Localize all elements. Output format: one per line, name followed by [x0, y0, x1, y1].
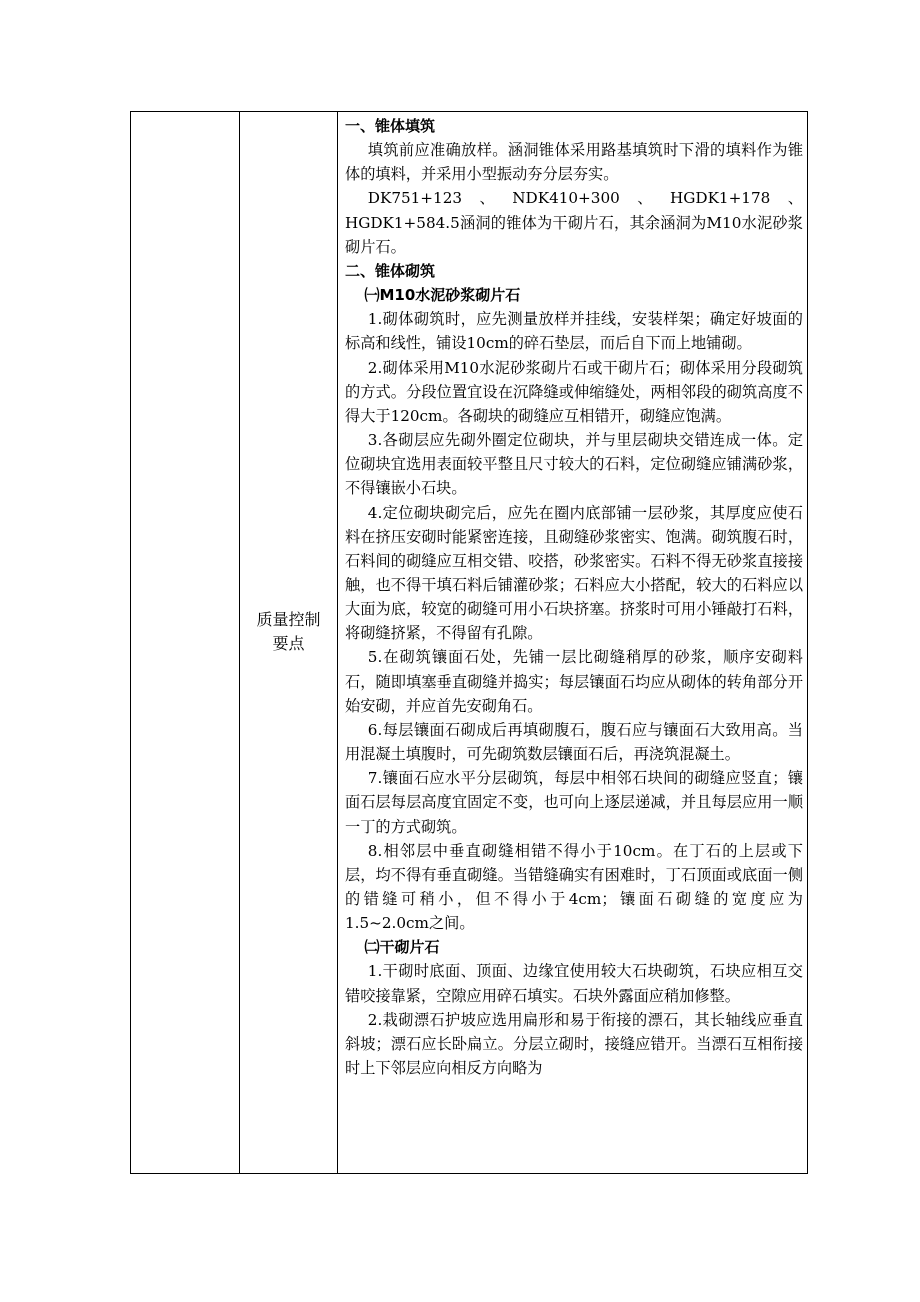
paragraph: 3.各砌层应先砌外圈定位砌块，并与里层砌块交错连成一体。定位砌块宜选用表面较平整且尺寸较大的石料，定位砌缝应铺满砂浆，不得镶嵌小石块。 [345, 431, 803, 498]
paragraph: 2.栽砌漂石护坡应选用扁形和易于衔接的漂石，其长轴线应垂直斜坡；漂石应长卧扁立。分层立砌时，接缝应错开。当漂石互相衔接时上下邻层应向相反方向略为 [345, 1010, 803, 1078]
paragraph: 填筑前应准确放样。涵洞锥体采用路基填筑时下滑的填料作为锥体的填料，并采用小型振动夯分层夯实。 [345, 141, 803, 184]
document-table [130, 111, 808, 1174]
paragraph: 6.每层镶面石砌成后再填砌腹石，腹石应与镶面石大致用高。当用混凝土填腹时，可先砌筑数层镶面石后，再浇筑混凝土。 [345, 720, 803, 764]
row-label-line: 质量控制 [256, 610, 321, 629]
subsection-heading: ㈠M10水泥砂浆砌片石 [364, 286, 521, 305]
paragraph: 1.砌体砌筑时，应先测量放样并挂线，安装样架；确定好坡面的标高和线性，铺设10cm的碎石垫层，而后自下而上地铺砌。 [345, 310, 803, 353]
column-divider [337, 112, 338, 1173]
paragraph: 8.相邻层中垂直砌缝相错不得小于10cm。在丁石的上层或下层，均不得有垂直砌缝。当错缝确实有困难时，丁石顶面或底面一侧的错缝可稍小，但不得小于4cm；镶面石砌缝的宽度应为1.5~2.0cm之间。 [345, 841, 803, 933]
subsection-heading: ㈡干砌片石 [364, 938, 440, 957]
content-cell [345, 114, 803, 1080]
paragraph: DK751+123、NDK410+300、HGDK1+178、HGDK1+584.5涵洞的锥体为干砌片石，其余涵洞为M10水泥砂浆砌片石。 [345, 189, 803, 256]
row-label [240, 608, 337, 656]
row-label-line: 要点 [272, 634, 305, 653]
paragraph: 2.砌体采用M10水泥砂浆砌片石或干砌片石；砌体采用分段砌筑的方式。分段位置宜设在沉降缝或伸缩缝处，两相邻段的砌筑高度不得大于120cm。各砌块的砌缝应互相错开，砌缝应饱满。 [345, 358, 803, 425]
paragraph: 4.定位砌块砌完后，应先在圈内底部铺一层砂浆，其厚度应使石料在挤压安砌时能紧密连接，且砌缝砂浆密实、饱满。砌筑腹石时，石料间的砌缝应互相交错、咬搭，砂浆密实。石料不得无砂浆直接接触，也不得干填石料后铺灌砂浆；石料应大小搭配，较大的石料应以大面为底，较宽的砌缝可用小石块挤塞。挤浆时可用小锤敲打石料，将砌缝挤紧，不得留有孔隙。 [345, 503, 803, 643]
paragraph: 5.在砌筑镶面石处，先铺一层比砌缝稍厚的砂浆，顺序安砌料石，随即填塞垂直砌缝并捣实；每层镶面石均应从砌体的转角部分开始安砌，并应首先安砌角石。 [345, 648, 803, 715]
section-heading: 二、锥体砌筑 [345, 261, 436, 280]
section-heading: 一、锥体填筑 [345, 117, 436, 135]
paragraph: 7.镶面石应水平分层砌筑，每层中相邻石块间的砌缝应竖直；镶面石层每层高度宜固定不变，也可向上逐层递减，并且每层应用一顺一丁的方式砌筑。 [345, 769, 803, 836]
paragraph: 1.干砌时底面、顶面、边缘宜使用较大石块砌筑，石块应相互交错咬接靠紧，空隙应用碎石填实。石块外露面应稍加修整。 [345, 962, 803, 1005]
